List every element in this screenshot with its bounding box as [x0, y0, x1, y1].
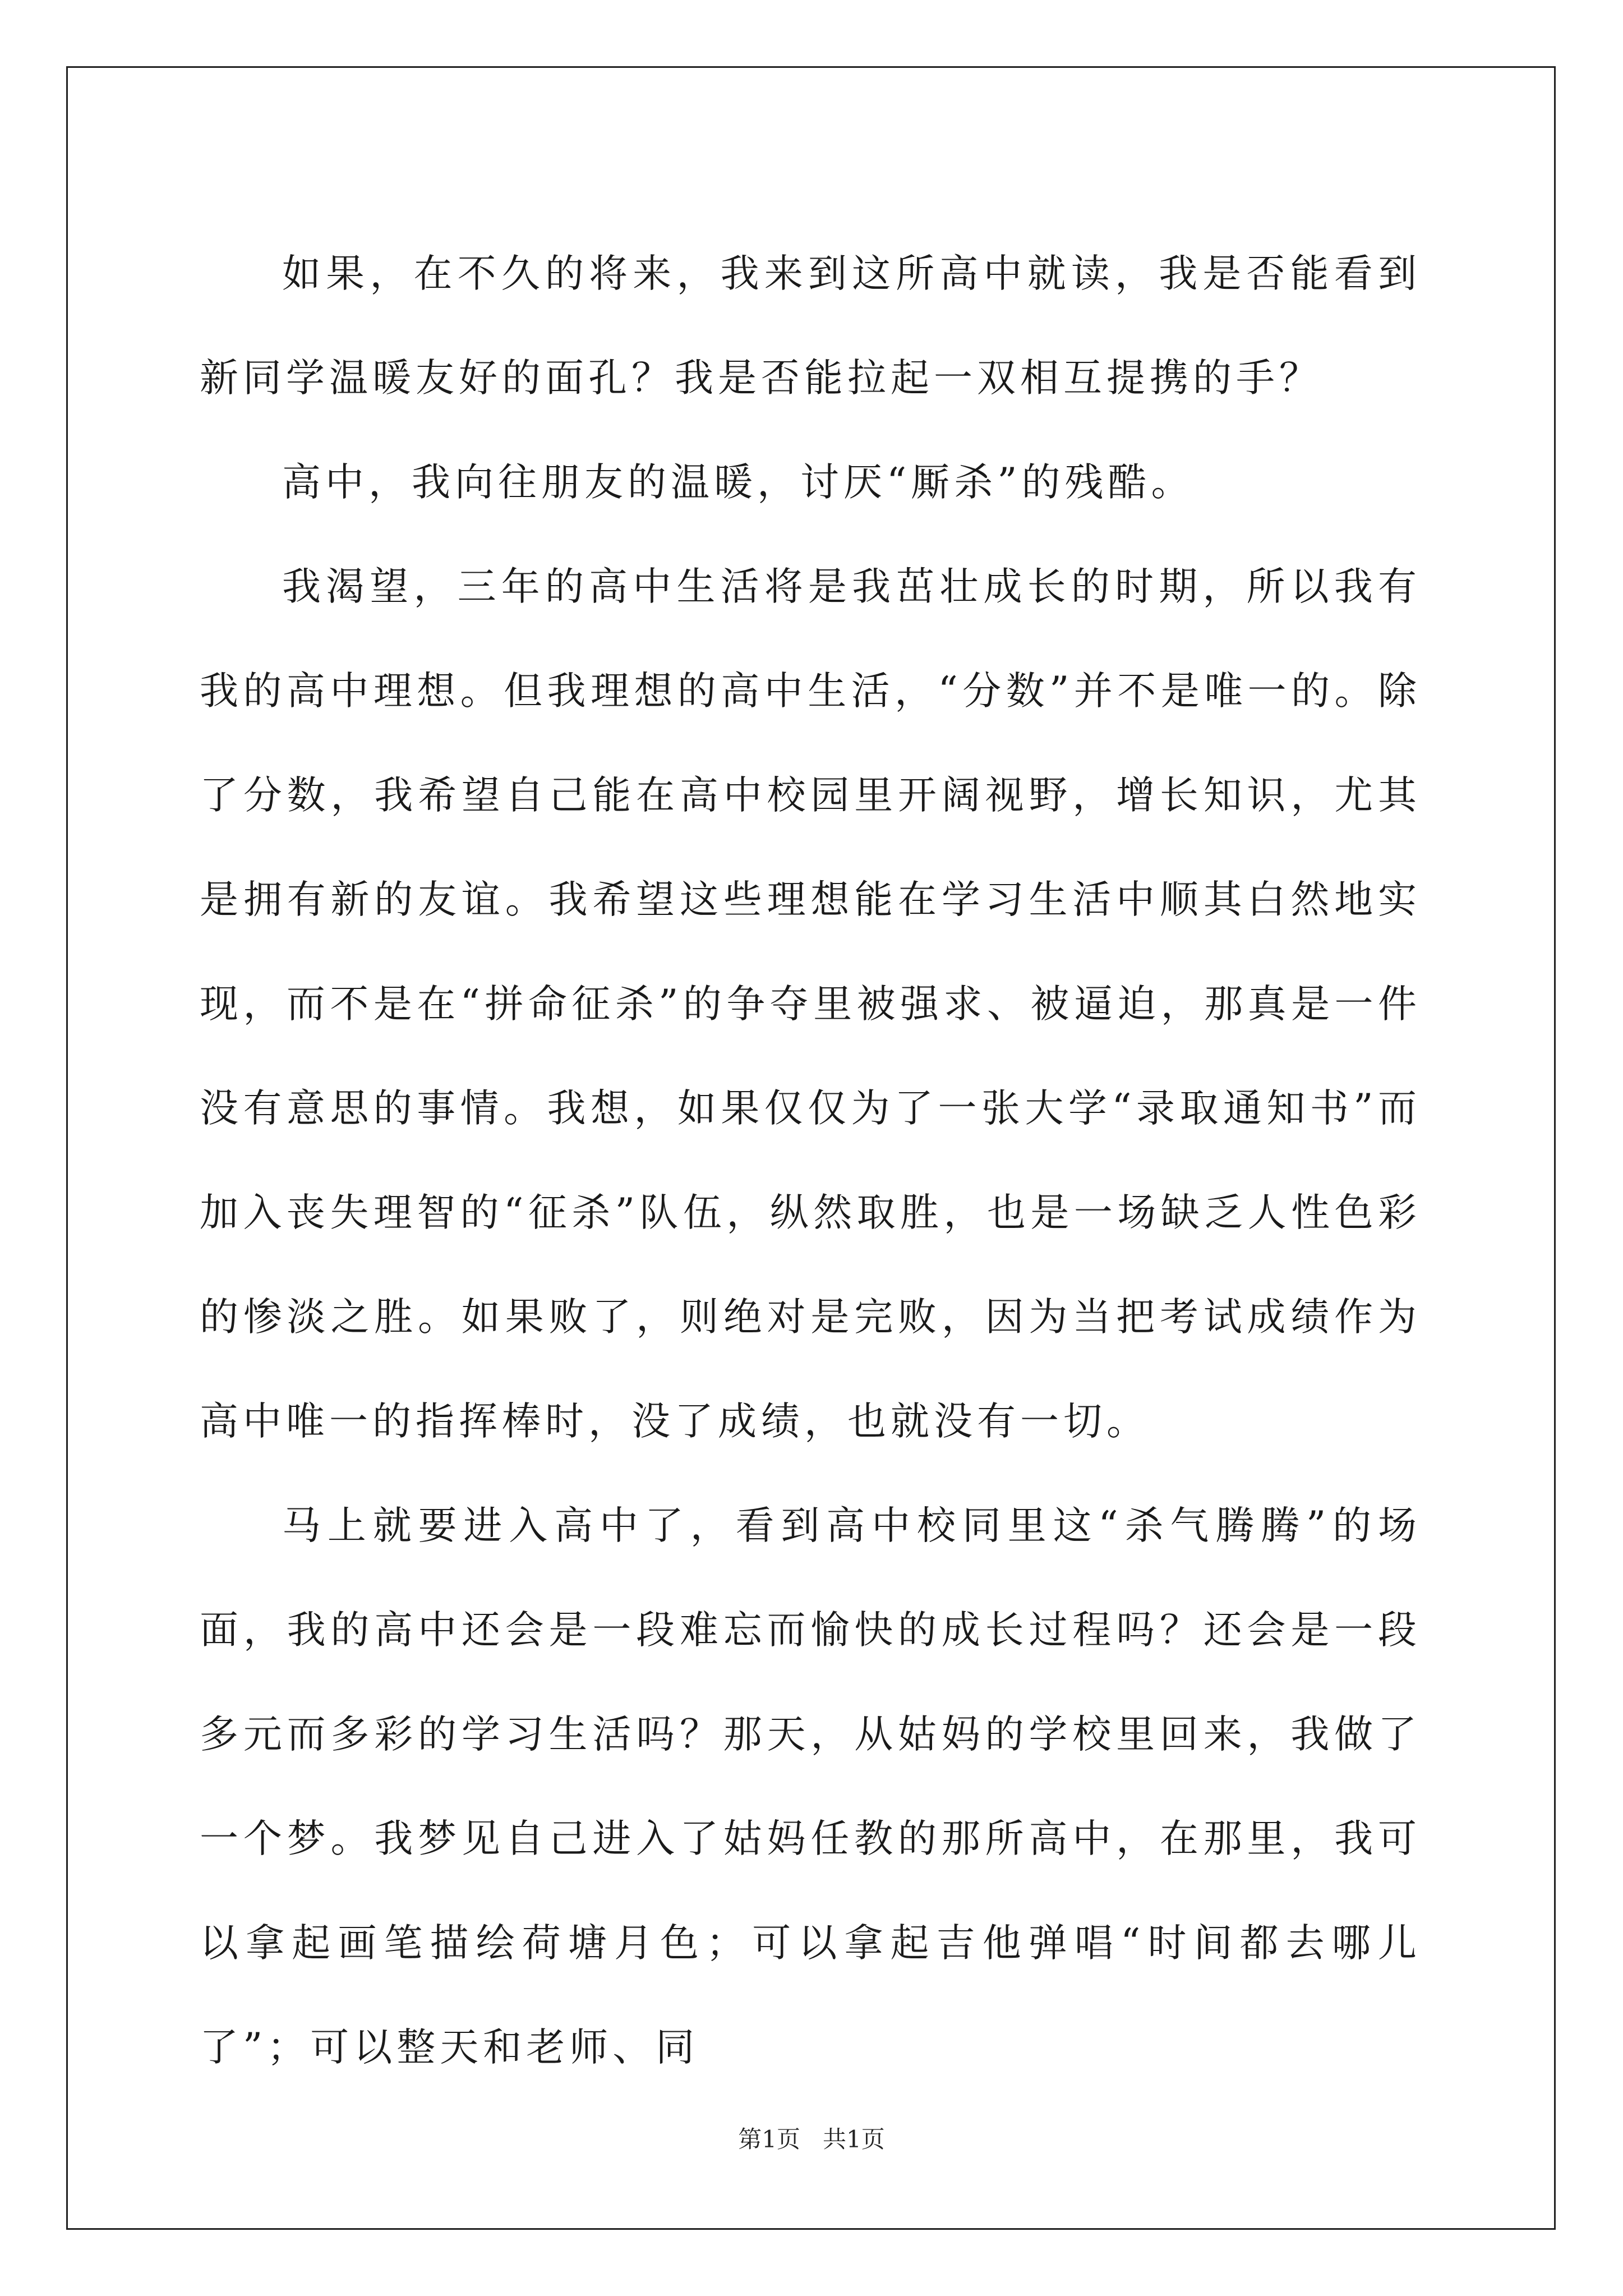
page-footer: 第1页 共1页: [738, 2125, 885, 2153]
paragraph-2: 高中，我向往朋友的温暖，讨厌“厮杀”的残酷。: [282, 460, 1195, 505]
document-body: [200, 222, 1421, 2100]
paragraph-3: 我渴望，三年的高中生活将是我茁壮成长的时期，所以我有我的高中理想。但我理想的高中生活，“分数”并不是唯一的。除了分数，我希望自己能在高中校园里开阔视野，增长知识，尤其是拥有新的友谊。我希望这些理想能在学习生活中顺其白然地实现，而不是在“拼命征杀”的争夺里被强求、被逼迫，那真是一件没有意思的事情。我想，如果仅仅为了一张大学“录取通知书”而加入丧失理智的“征杀”队伍，纵然取胜，也是一场缺乏人性色彩的惨淡之胜。如果败了，则绝对是完败，因为当把考试成绩作为高中唯一的指挥棒时，没了成绩，也就没有一切。: [200, 564, 1421, 1444]
paragraph-4: 马上就要进入高中了，看到高中校同里这“杀气腾腾”的场面，我的高中还会是一段难忘而愉快的成长过程吗？还会是一段多元而多彩的学习生活吗？那天，从姑妈的学校里回来，我做了一个梦。我梦见自己进入了姑妈任教的那所高中，在那里，我可以拿起画笔描绘荷塘月色；可以拿起吉他弹唱“时间都去哪儿了”；可以整天和老师、同: [200, 1503, 1421, 2070]
paragraph-1: 如果，在不久的将来，我来到这所高中就读，我是否能看到新同学温暖友好的面孔？我是否能拉起一双相互提携的手？: [200, 251, 1421, 401]
